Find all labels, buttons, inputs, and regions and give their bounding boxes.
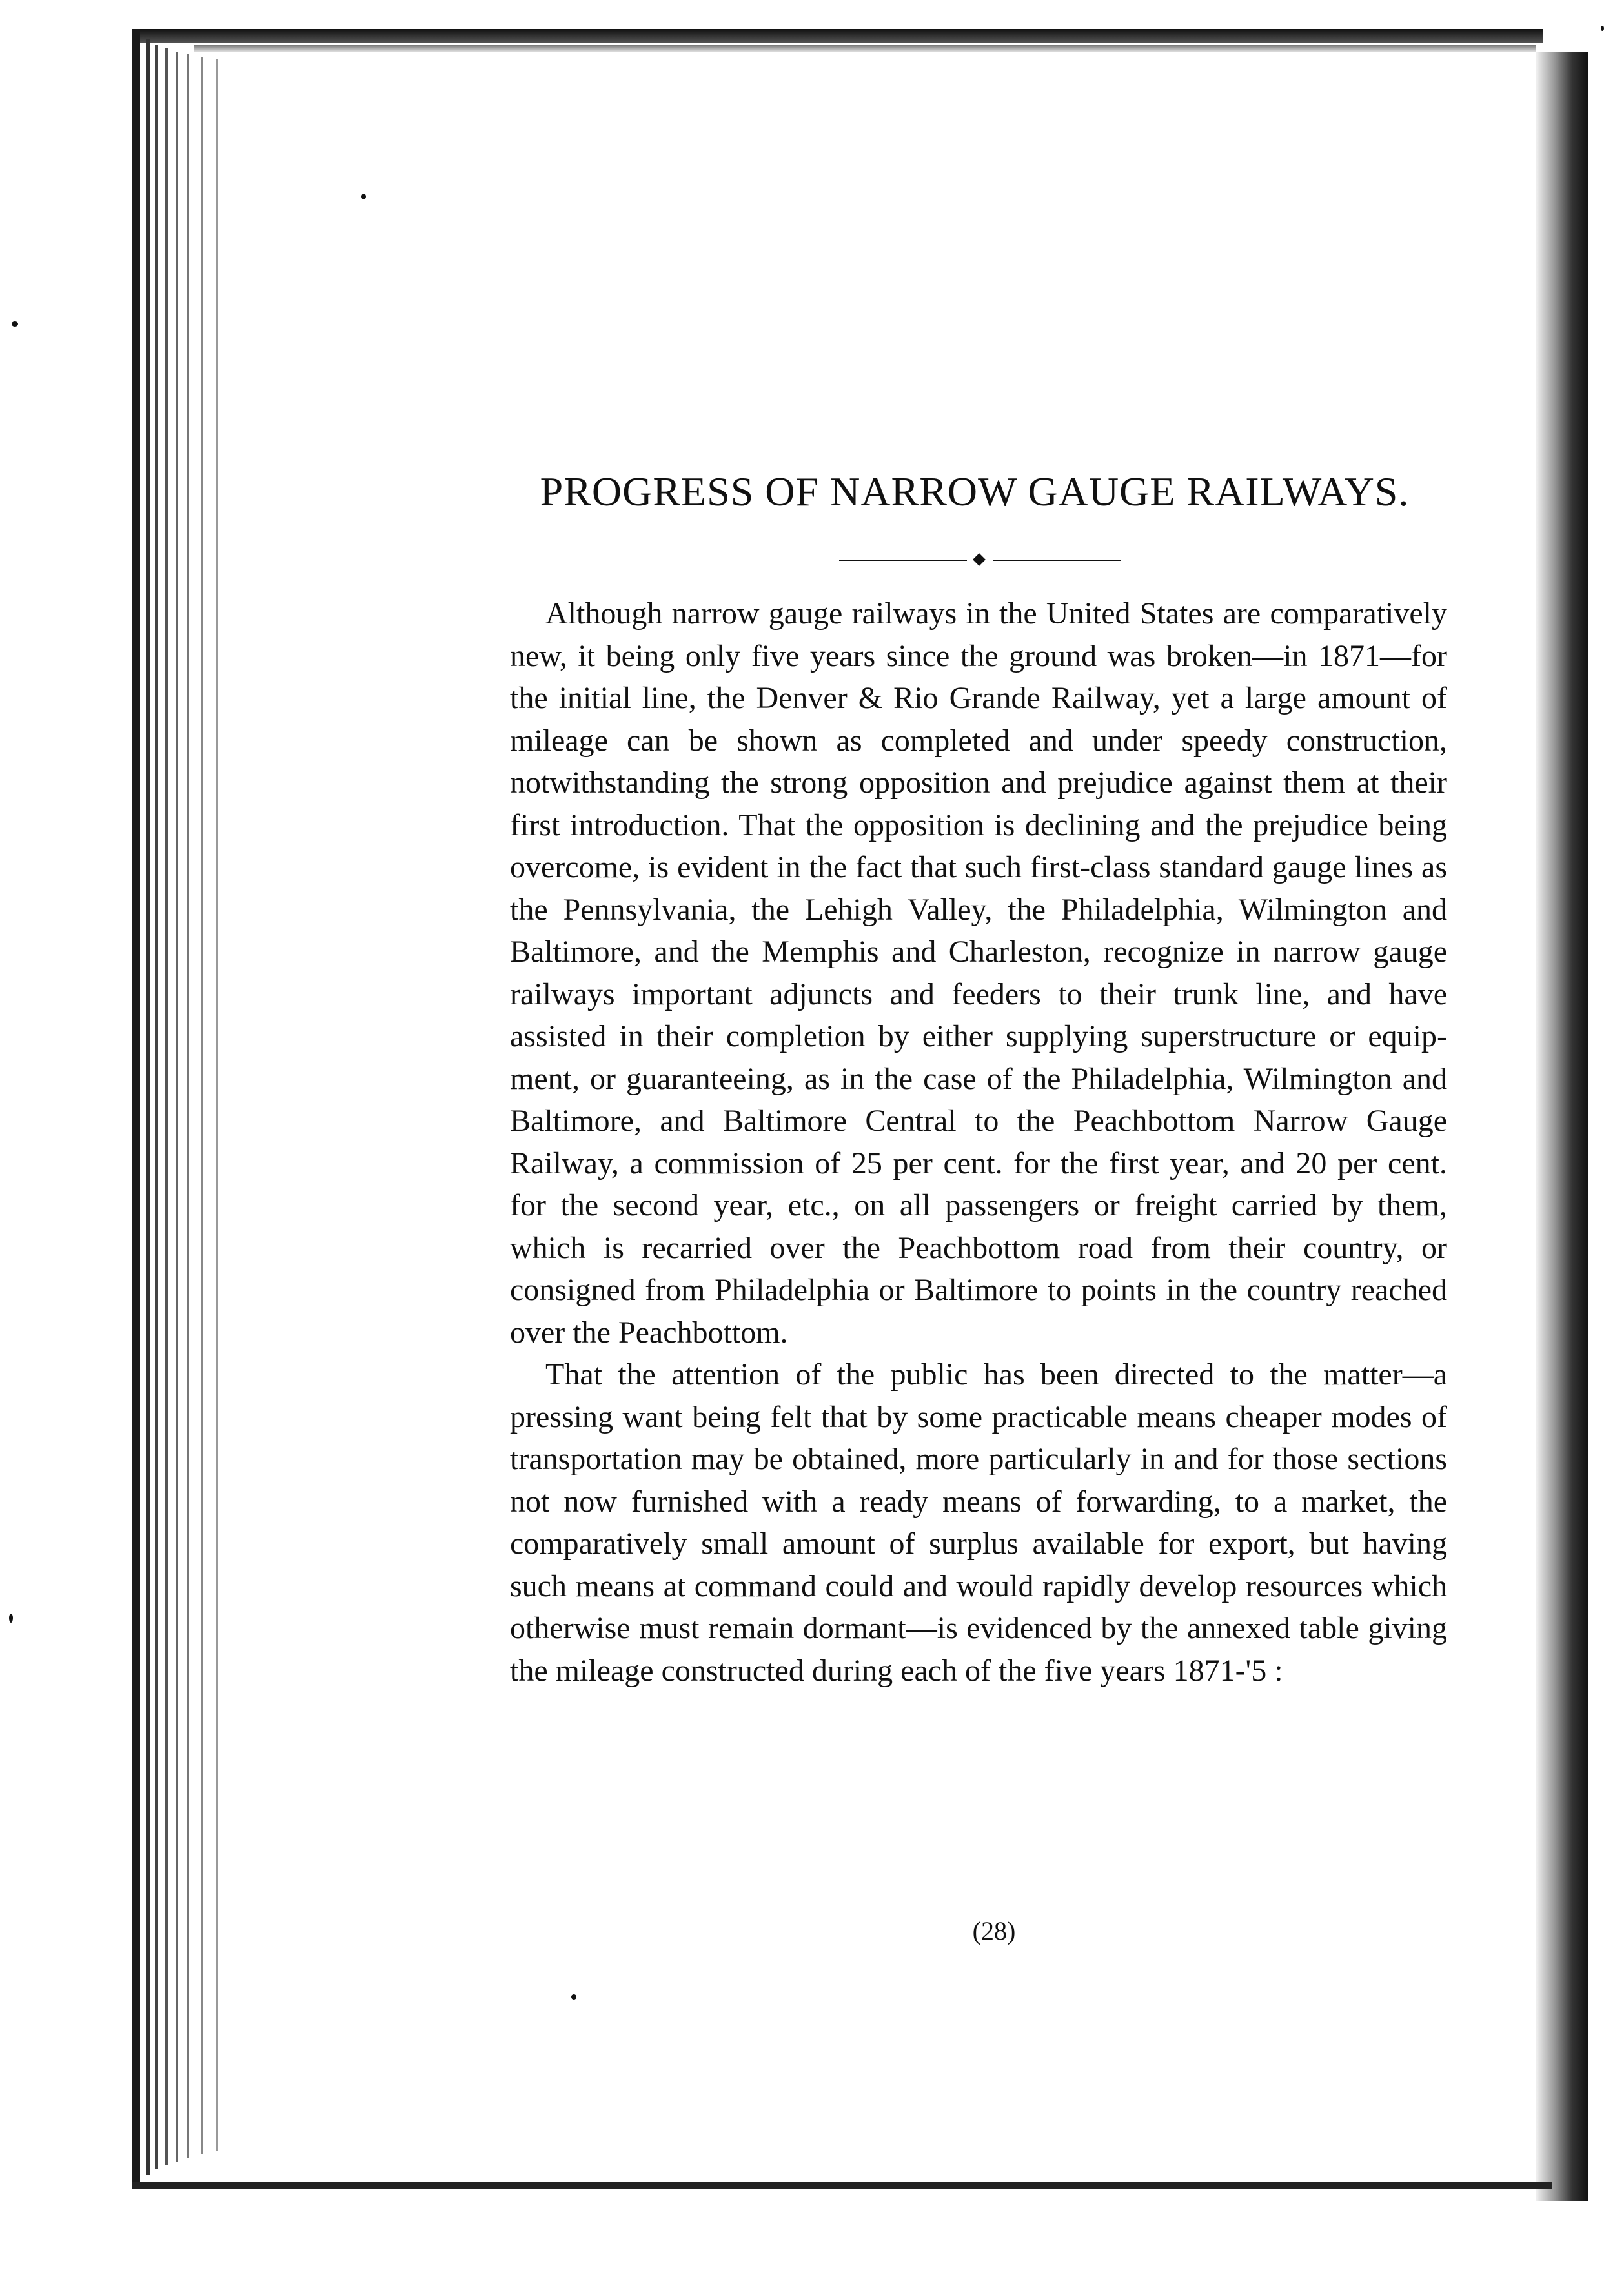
book-page-edge [165,48,168,2165]
book-page-edge [146,39,150,2175]
page-title: PROGRESS OF NARROW GAUGE RAILWAYS. [540,469,1410,514]
book-page-edge [201,57,203,2154]
book-bottom-edge [132,2182,1552,2189]
book-page-edge [176,52,178,2162]
scan-speck [361,194,366,199]
scan-speck [12,321,18,327]
book-top-edge-shade [194,45,1536,52]
body-text [510,593,1447,1692]
book-page-edge [216,59,218,2151]
scan-speck [571,1994,576,2000]
book-top-edge [132,29,1543,43]
diamond-icon [973,553,986,566]
page-number: (28) [972,1916,1016,1945]
book-page-edge [187,54,189,2158]
title-ornament-divider [839,554,1121,567]
scan-speck [1601,26,1604,31]
paragraph: That the attention of the public has been directed to the matter—a pressing want being felt that by some practicable means cheaper modes of transportation may be obtained, more particularly in and for those sections not now furnished with a ready means of forwarding, to a market, the comparatively small amount of surplus available for export, but having such means at command could and would rapidly develop resources which otherwise must remain dormant—is evidenced by the annexed table giving the mileage constructed during each of the five years 1871-'5 : [510,1357,1447,1688]
gutter-shadow [1536,52,1588,2201]
book-page-edge [155,45,158,2169]
paragraph: Although narrow gauge railways in the United States are comparatively new, it being only five years since the ground was broken—in 1871—for the initial line, the Denver & Rio Grande Railway, yet a large amount of mileage can be shown as completed and under speedy construction, notwithstanding the strong opposition and prejudice against them at their first introduction. That the opposition is declining and the prejudice being overcome, is evident in the fact that such first-class standard gauge lines as the Pennsylvania, the Lehigh Valley, the Philadelphia, Wilmington and Baltimore, and the Memphis and Charleston, recognize in narrow gauge railways important adjuncts and feeders to their trunk line, and have assisted in their completion by either supplying superstructure or equipment, or guaranteeing, as in the case of the Philadelphia, Wilmington and Baltimore, and Baltimore Central to the Peachbottom Narrow Gauge Railway, a commission of 25 per cent. for the first year, and 20 per cent. for the second year, etc., on all passengers or freight carried by them, which is recarried over the Peachbottom road from their country, or consigned from Philadelphia or Baltimore to points in the country reached over the Peachbottom. [510,596,1447,1350]
scan-speck [9,1614,13,1623]
book-page-edge [132,29,140,2185]
